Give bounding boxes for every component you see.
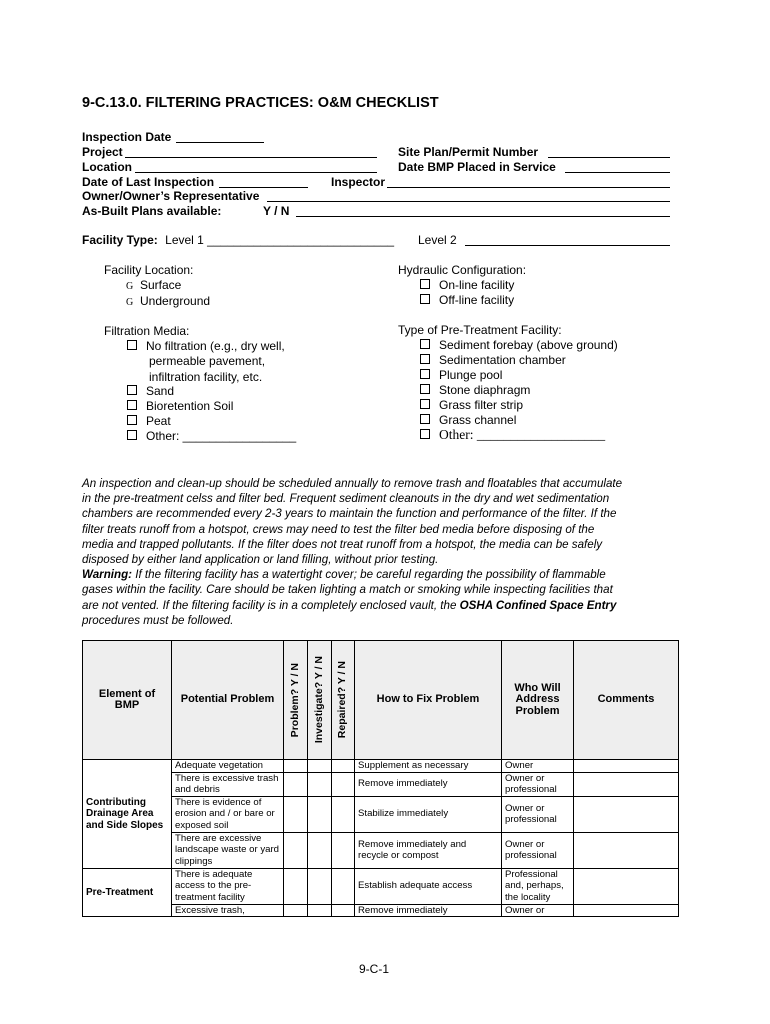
checkbox[interactable] <box>420 294 430 304</box>
header-who: Who Will Address Problem <box>502 641 574 760</box>
table-row <box>83 868 679 904</box>
media-option-sand[interactable]: Sand <box>127 384 174 398</box>
repaired-yn-cell[interactable] <box>332 760 355 773</box>
media-option-bioretention[interactable]: Bioretention Soil <box>127 399 233 413</box>
maintenance-paragraph: An inspection and clean-up should be scheduled annually to remove trash and floatables that accumulate in the pre-treatment celss and filter bed. Frequent sediment cleanouts in the dry and wet sedimentation chambers are recommended every 2-3 years to maintain the function and performance of the filter. If the filter treats runoff from a hotspot, crews may need to test the filter bed media before disposing of the media and trapped pollutants. If the filter does not treat runoff from a hotspot, the media can be safely disposed by either land application or land filling, without prior testing. Warning: If the filtering facility has a watertight cover; be careful regarding the possibility of flammable gases within the facility. Care should be taken lighting a match or smoking while inspecting facilities that are not vented. If the filtering facility is in a completely enclosed vault, the OSHA Confined Space Entry procedures must be followed. <box>82 476 670 628</box>
hydraulic-heading: Hydraulic Configuration: <box>398 263 527 277</box>
location-field[interactable] <box>135 172 377 173</box>
investigate-yn-cell[interactable] <box>308 868 332 904</box>
fix-cell: Remove immediately <box>355 772 502 796</box>
osha-text: OSHA Confined Space Entry <box>459 598 617 612</box>
comments-cell[interactable] <box>574 772 679 796</box>
checkbox[interactable] <box>420 369 430 379</box>
inspection-date-field[interactable] <box>176 142 264 143</box>
facility-type-label: Facility Type: <box>82 233 158 247</box>
facility-level2[interactable]: Level 2 <box>418 233 457 247</box>
hydraulic-option-online[interactable]: On-line facility <box>420 278 514 292</box>
page-number: 9-C-1 <box>359 962 390 976</box>
facility-level1[interactable]: Level 1 ____________________________ <box>165 233 395 247</box>
checkbox[interactable] <box>420 354 430 364</box>
problem-yn-cell[interactable] <box>284 904 308 917</box>
header-comments: Comments <box>574 641 679 760</box>
repaired-yn-cell[interactable] <box>332 772 355 796</box>
header-fix: How to Fix Problem <box>355 641 502 760</box>
problem-yn-cell[interactable] <box>284 796 308 832</box>
warning-line: Warning: If the filtering facility has a watertight cover; be careful regarding the possibility of flammable <box>82 568 606 582</box>
asbuilt-yn[interactable]: Y / N <box>263 204 290 218</box>
who-cell: Owner or professional <box>502 772 574 796</box>
media-option-peat[interactable]: Peat <box>127 414 171 428</box>
pretreatment-option[interactable]: Plunge pool <box>420 368 502 382</box>
who-cell: Owner or <box>502 904 574 917</box>
facility-location-heading: Facility Location: <box>104 263 194 277</box>
who-cell: Owner or professional <box>502 832 574 868</box>
last-inspection-field[interactable] <box>219 187 308 188</box>
inspector-label: Inspector <box>331 175 386 189</box>
investigate-yn-cell[interactable] <box>308 796 332 832</box>
header-repaired-yn: Repaired? Y / N <box>332 641 355 760</box>
investigate-yn-cell[interactable] <box>308 772 332 796</box>
problem-cell: Adequate vegetation <box>172 760 284 773</box>
asbuilt-label: As-Built Plans available: <box>82 204 222 218</box>
repaired-yn-cell[interactable] <box>332 904 355 917</box>
problem-cell: There is excessive trash and debris <box>172 772 284 796</box>
checkbox[interactable] <box>420 279 430 289</box>
problem-yn-cell[interactable] <box>284 868 308 904</box>
location-option-surface[interactable]: G Surface <box>126 278 182 292</box>
investigate-yn-cell[interactable] <box>308 832 332 868</box>
checkbox[interactable] <box>420 429 430 439</box>
page-title: 9-C.13.0. FILTERING PRACTICES: O&M CHECKLIST <box>82 95 439 111</box>
checkbox[interactable] <box>127 415 137 425</box>
project-field[interactable] <box>125 157 377 158</box>
location-label: Location <box>82 160 132 174</box>
section-label: Contributing Drainage Area and Side Slopes <box>83 760 172 869</box>
investigate-yn-cell[interactable] <box>308 760 332 773</box>
table-row <box>83 796 679 832</box>
table-row <box>83 772 679 796</box>
comments-cell[interactable] <box>574 904 679 917</box>
repaired-yn-cell[interactable] <box>332 796 355 832</box>
comments-cell[interactable] <box>574 868 679 904</box>
pretreatment-option[interactable]: Sedimentation chamber <box>420 353 566 367</box>
table-row <box>83 832 679 868</box>
owner-rep-label: Owner/Owner’s Representative <box>82 189 260 203</box>
option-marker: G <box>126 281 134 292</box>
fix-cell: Supplement as necessary <box>355 760 502 773</box>
warning-label: Warning: <box>82 568 133 582</box>
header-investigate-yn: Investigate? Y / N <box>308 641 332 760</box>
investigate-yn-cell[interactable] <box>308 904 332 917</box>
comments-cell[interactable] <box>574 760 679 773</box>
who-cell: Owner <box>502 760 574 773</box>
hydraulic-option-offline[interactable]: Off-line facility <box>420 293 514 307</box>
site-plan-label: Site Plan/Permit Number <box>398 145 539 159</box>
checkbox[interactable] <box>420 339 430 349</box>
header-problem: Potential Problem <box>172 641 284 760</box>
project-label: Project <box>82 145 123 159</box>
checkbox[interactable] <box>420 384 430 394</box>
who-cell: Owner or professional <box>502 796 574 832</box>
problem-cell: Excessive trash, <box>172 904 284 917</box>
problem-yn-cell[interactable] <box>284 760 308 773</box>
inspector-field[interactable] <box>387 187 670 188</box>
asbuilt-field[interactable] <box>296 216 670 217</box>
checkbox[interactable] <box>127 340 137 350</box>
pretreatment-option[interactable]: Grass filter strip <box>420 398 523 412</box>
pretreatment-option-other[interactable]: Other: ___________________ <box>420 427 605 443</box>
problem-yn-cell[interactable] <box>284 772 308 796</box>
comments-cell[interactable] <box>574 796 679 832</box>
checkbox[interactable] <box>127 400 137 410</box>
media-option-no-filtration[interactable]: No filtration (e.g., dry well, permeable pavement, infiltration facility, etc. <box>127 339 285 385</box>
table-row <box>83 904 679 917</box>
filtration-media-heading: Filtration Media: <box>104 324 190 338</box>
problem-cell: There are excessive landscape waste or yard clippings <box>172 832 284 868</box>
om-checklist-table <box>82 640 679 917</box>
date-bmp-field[interactable] <box>565 172 670 173</box>
header-element: Element of BMP <box>83 641 172 760</box>
site-plan-field[interactable] <box>548 157 670 158</box>
problem-yn-cell[interactable] <box>284 832 308 868</box>
owner-rep-field[interactable] <box>267 201 670 202</box>
date-bmp-label: Date BMP Placed in Service <box>398 160 556 174</box>
checkbox[interactable] <box>420 399 430 409</box>
pretreatment-option[interactable]: Sediment forebay (above ground) <box>420 338 618 352</box>
problem-cell: There is evidence of erosion and / or bare or exposed soil <box>172 796 284 832</box>
location-option-underground[interactable]: G Underground <box>126 294 211 308</box>
header-problem-yn: Problem? Y / N <box>284 641 308 760</box>
pretreatment-option[interactable]: Grass channel <box>420 413 516 427</box>
last-inspection-label: Date of Last Inspection <box>82 175 215 189</box>
section-label: Pre-Treatment <box>83 868 172 917</box>
repaired-yn-cell[interactable] <box>332 832 355 868</box>
table-header-row <box>83 641 679 760</box>
fix-cell: Remove immediately <box>355 904 502 917</box>
option-marker: G <box>126 297 134 308</box>
checkbox[interactable] <box>127 385 137 395</box>
repaired-yn-cell[interactable] <box>332 868 355 904</box>
fix-cell: Remove immediately and recycle or compost <box>355 832 502 868</box>
pretreatment-heading: Type of Pre-Treatment Facility: <box>398 323 562 337</box>
fix-cell: Establish adequate access <box>355 868 502 904</box>
facility-level2-field[interactable] <box>465 245 670 246</box>
pretreatment-option[interactable]: Stone diaphragm <box>420 383 530 397</box>
problem-cell: There is adequate access to the pre-treatment facility <box>172 868 284 904</box>
checkbox[interactable] <box>127 430 137 440</box>
checkbox[interactable] <box>420 414 430 424</box>
facility-type-row <box>82 233 394 247</box>
media-option-other[interactable]: Other: _________________ <box>127 429 296 443</box>
comments-cell[interactable] <box>574 832 679 868</box>
who-cell: Professional and, perhaps, the locality <box>502 868 574 904</box>
inspection-date-label: Inspection Date <box>82 130 172 144</box>
table-row <box>83 760 679 773</box>
fix-cell: Stabilize immediately <box>355 796 502 832</box>
